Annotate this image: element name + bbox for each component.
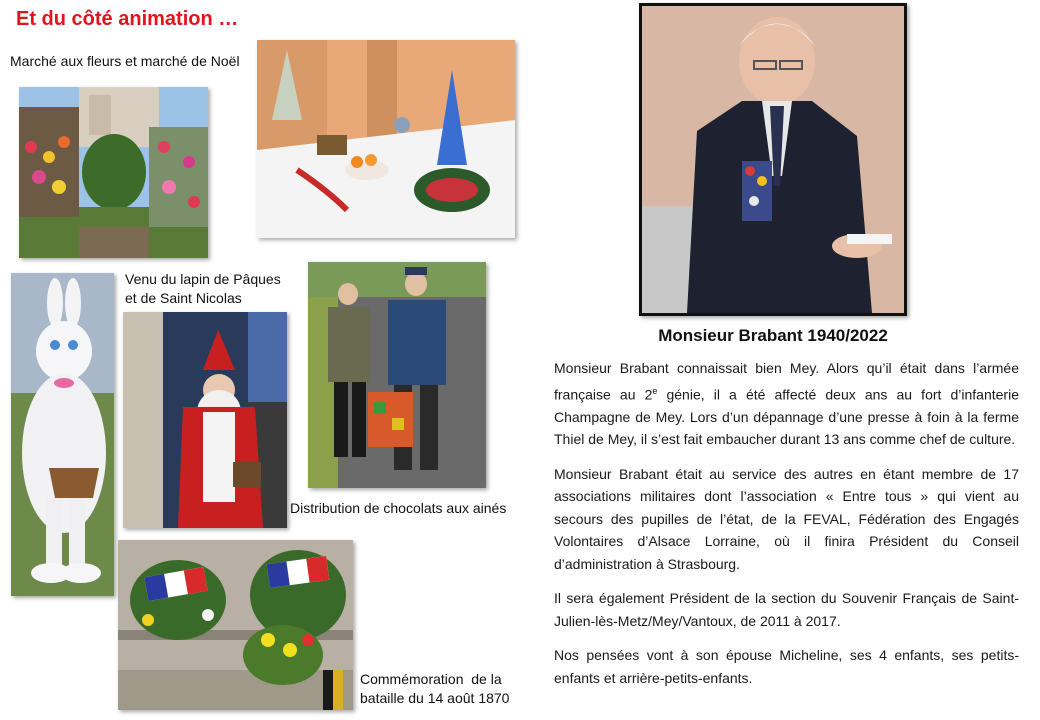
visit-caption-line2: et de Saint Nicolas — [125, 289, 242, 306]
visit-caption — [125, 270, 281, 308]
saint-nicolas-photo — [123, 312, 287, 528]
christmas-market-photo — [257, 40, 515, 238]
biography — [554, 357, 1019, 701]
bio-paragraph-2: Monsieur Brabant était au service des autres en étant membre de 17 associations militaires dont l’association « Entre tous » qui vient au secours des pupilles de l’état, de la FEVAL, Fédération des Engagés Volontaires d’Alsace Lorraine, où il finira Président du Conseil d’administration à Strasbourg. — [554, 465, 1019, 572]
markets-caption: Marché aux fleurs et marché de Noël — [10, 53, 240, 69]
chocolates-caption: Distribution de chocolats aux ainés — [290, 500, 507, 516]
visit-caption-line1: Venu du lapin de Pâques — [125, 271, 281, 287]
commemoration-photo — [118, 540, 353, 710]
portrait-photo — [639, 3, 907, 316]
chocolate-distribution-photo — [308, 262, 486, 488]
commemoration-caption-line2: bataille du 14 août 1870 — [360, 689, 510, 706]
bio-paragraph-1: Monsieur Brabant connaissait bien Mey. Alors qu’il était dans l’armée française au 2e génie, il a été affecté deux ans au fort d’infanterie Champagne de Mey. Lors d’un dépannage d’une presse à foin à la ferme Thiel de Mey, il s’est fait embaucher durant 13 ans comme chef de culture. — [554, 360, 1019, 448]
page-title: Et du côté animation … — [16, 8, 239, 30]
portrait-name: Monsieur Brabant 1940/2022 — [658, 326, 888, 345]
commemoration-caption-line1: Commémoration de la — [360, 671, 502, 687]
flower-market-photo — [19, 87, 208, 258]
bio-paragraph-3: Il sera également Président de la section du Souvenir Français de Saint-Julien-lès-Metz/Mey/Vantoux, de 2011 à 2017. — [554, 590, 1019, 629]
easter-bunny-photo — [11, 273, 114, 596]
commemoration-caption — [360, 670, 520, 708]
bio-paragraph-4: Nos pensées vont à son épouse Micheline, ses 4 enfants, ses petits-enfants et arrière-petits-enfants. — [554, 647, 1019, 686]
